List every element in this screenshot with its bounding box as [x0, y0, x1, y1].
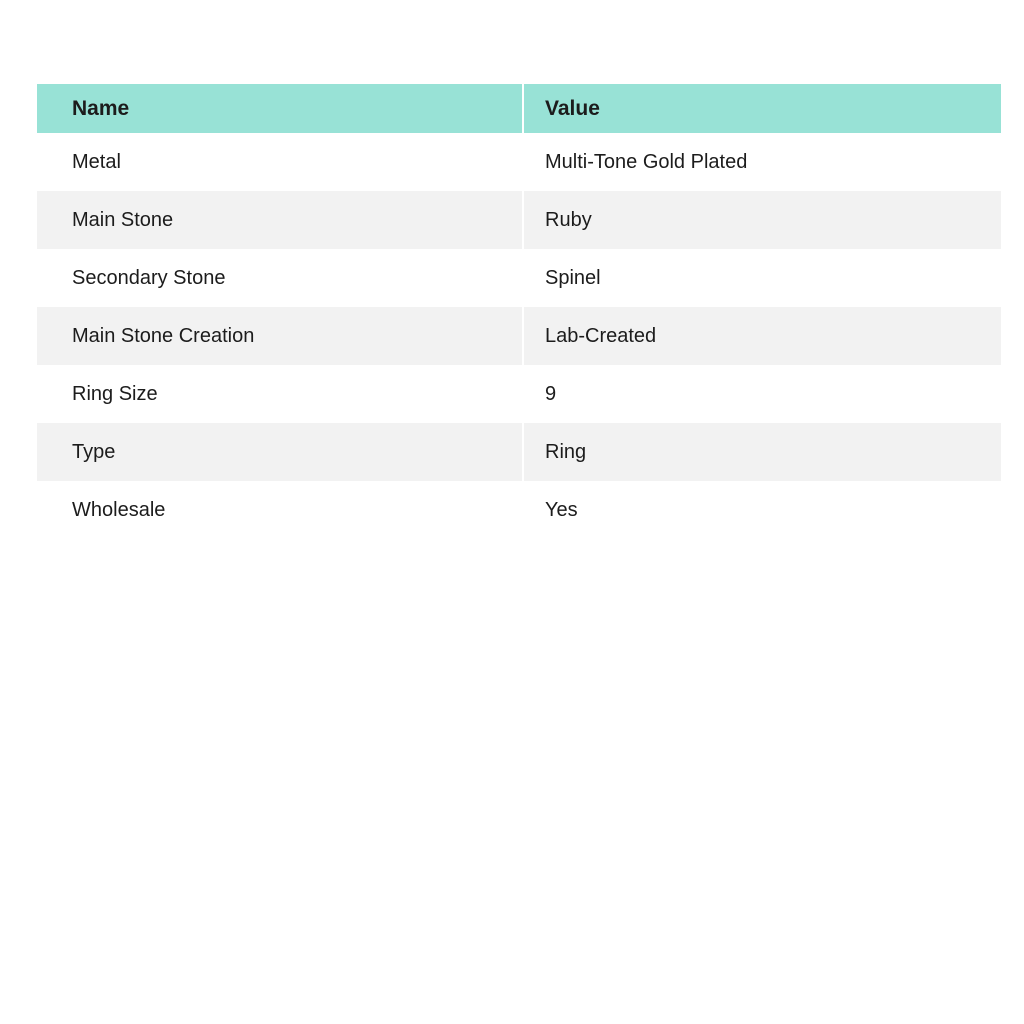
cell-value: Lab-Created: [545, 324, 657, 347]
table-header-row: [37, 84, 1001, 133]
table-row: [37, 423, 1001, 481]
table-row: [37, 481, 1001, 539]
cell-value: Ruby: [545, 208, 592, 231]
cell-value: Spinel: [545, 266, 601, 289]
table-row: [37, 307, 1001, 365]
table-row: [37, 365, 1001, 423]
cell-value: 9: [545, 382, 557, 405]
table-row: [37, 191, 1001, 249]
cell-name: Type: [37, 423, 524, 481]
column-header-name: Name: [37, 84, 524, 133]
cell-name: Main Stone: [37, 191, 524, 249]
cell-value: Yes: [545, 498, 578, 521]
table-row: [37, 133, 1001, 191]
product-spec-table: [37, 84, 1001, 539]
cell-name: Wholesale: [37, 481, 524, 539]
cell-value: Ring: [545, 440, 587, 463]
cell-name: Secondary Stone: [37, 249, 524, 307]
table-row: [37, 249, 1001, 307]
cell-value: Multi-Tone Gold Plated: [545, 150, 748, 173]
column-header-value: Value: [545, 96, 600, 120]
cell-name: Main Stone Creation: [37, 307, 524, 365]
cell-name: Ring Size: [37, 365, 524, 423]
cell-name: Metal: [37, 133, 524, 191]
